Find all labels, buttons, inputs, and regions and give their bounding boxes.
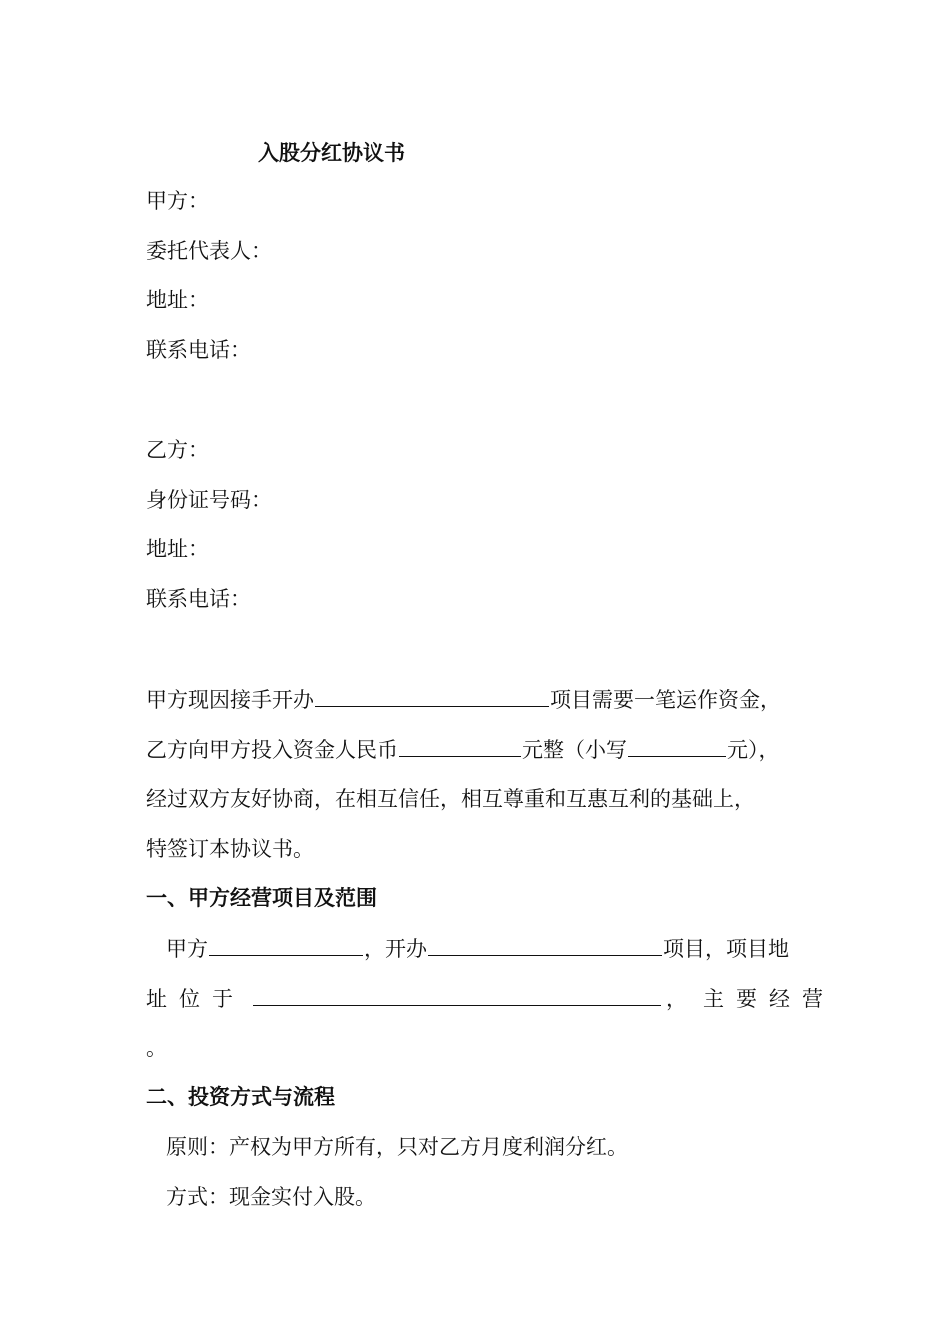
section-1-heading: 一、甲方经营项目及范围 <box>146 885 377 910</box>
project-address-blank[interactable] <box>253 983 661 1006</box>
party-b-address-label: 地址： <box>146 537 209 561</box>
party-a-representative-label: 委托代表人： <box>146 239 272 263</box>
section-1-line-2 <box>146 983 835 1014</box>
party-b-phone-label: 联系电话： <box>146 587 251 611</box>
amount-lowercase-blank[interactable] <box>628 734 726 757</box>
intro-text: 乙方向甲方投入资金人民币 <box>146 738 398 762</box>
party-a-address-label: 地址： <box>146 288 209 312</box>
intro-text: 元）， <box>727 738 780 762</box>
amount-uppercase-blank[interactable] <box>399 734 521 757</box>
intro-line-3: 经过双方友好协商，在相互信任，相互尊重和互惠互利的基础上， <box>146 787 755 811</box>
section-1-text: ， <box>666 987 687 1011</box>
intro-text: 项目需要一笔运作资金， <box>550 688 781 712</box>
section-1-line-1 <box>166 933 789 964</box>
intro-line-4: 特签订本协议书。 <box>146 837 314 861</box>
party-a-label: 甲方： <box>146 189 209 213</box>
project-blank[interactable] <box>428 933 662 956</box>
party-b-id-label: 身份证号码： <box>146 488 272 512</box>
section-1-text: 主要经营 <box>703 987 835 1011</box>
document-title: 入股分红协议书 <box>258 140 405 165</box>
section-1-text: 项目，项目地 <box>663 937 789 961</box>
section-1-text: 甲方 <box>166 937 208 961</box>
intro-line-2 <box>146 734 780 765</box>
section-2-method: 方式：现金实付入股。 <box>166 1185 376 1209</box>
party-a-name-blank[interactable] <box>209 933 363 956</box>
party-a-phone-label: 联系电话： <box>146 338 251 362</box>
section-2-principle: 原则：产权为甲方所有，只对乙方月度利润分红。 <box>166 1135 628 1159</box>
section-2-heading: 二、投资方式与流程 <box>146 1084 335 1109</box>
intro-text: 甲方现因接手开办 <box>146 688 314 712</box>
intro-text: 元整（小写 <box>522 738 627 762</box>
intro-line-1 <box>146 684 781 715</box>
project-name-blank[interactable] <box>315 684 549 707</box>
section-1-text: ，开办 <box>364 937 427 961</box>
party-b-label: 乙方： <box>146 438 209 462</box>
section-1-line-3: 。 <box>146 1036 167 1060</box>
section-1-text: 址位于 <box>146 987 245 1011</box>
